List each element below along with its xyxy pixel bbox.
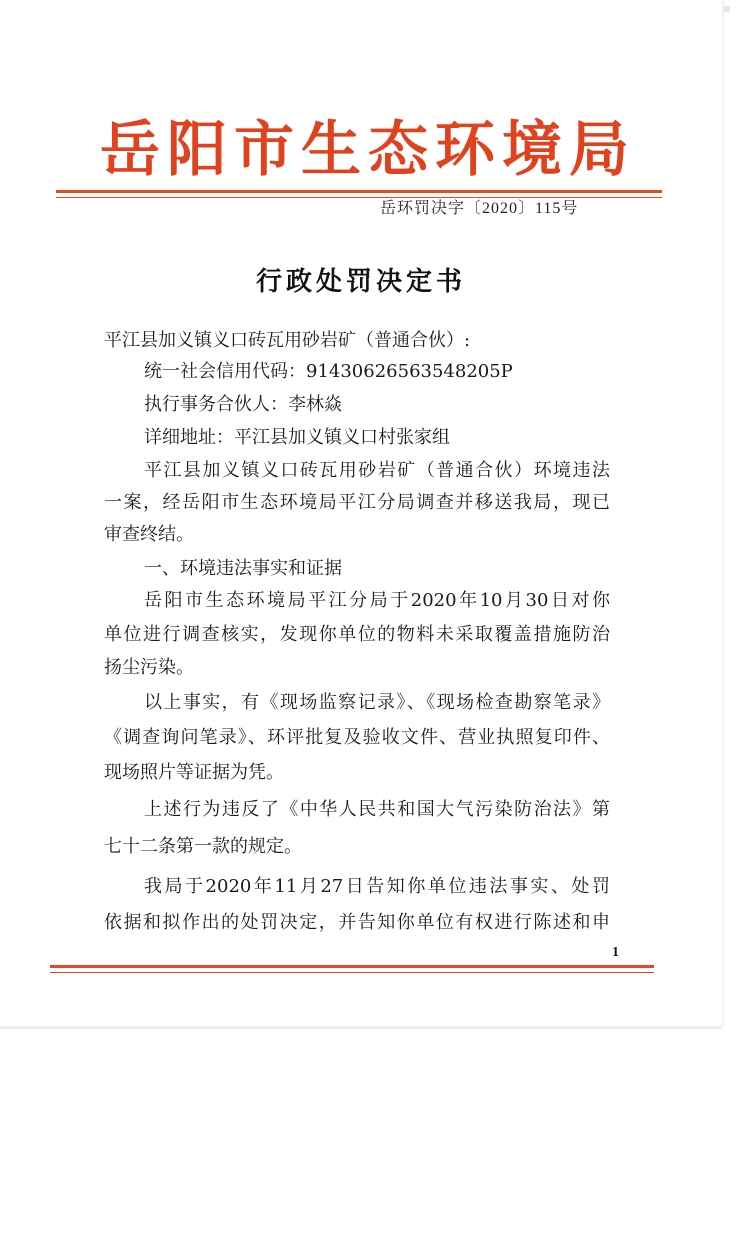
body-paragraph-line: 一案，经岳阳市生态环境局平江分局调查并移送我局，现已 bbox=[104, 492, 610, 513]
footer-rule-thin bbox=[50, 972, 654, 973]
scan-speck bbox=[724, 6, 730, 12]
body-paragraph-line: 现场照片等证据为凭。 bbox=[104, 762, 284, 783]
recipient-name: 平江县加义镇义口砖瓦用砂岩矿（普通合伙）: bbox=[104, 330, 471, 351]
address: 详细地址：平江县加义镇义口村张家组 bbox=[144, 427, 450, 448]
body-paragraph-line: 我局于2020年11月27日告知你单位违法事实、处罚 bbox=[144, 876, 610, 897]
agency-letterhead: 岳阳市生态环境局 bbox=[100, 115, 636, 185]
section-heading: 一、环境违法事实和证据 bbox=[144, 558, 342, 579]
scan-edge-right bbox=[722, 0, 724, 1027]
page-number: 1 bbox=[612, 945, 619, 960]
scan-edge-bottom bbox=[0, 1026, 722, 1029]
body-paragraph-line: 以上事实，有《现场监察记录》、《现场检查勘察笔录》 bbox=[144, 692, 610, 713]
body-paragraph-line: 依据和拟作出的处罚决定，并告知你单位有权进行陈述和申 bbox=[104, 912, 610, 933]
body-paragraph-line: 《调查询问笔录》、环评批复及验收文件、营业执照复印件、 bbox=[104, 727, 610, 748]
header-rule-thick bbox=[56, 190, 662, 193]
body-paragraph-line: 单位进行调查核实，发现你单位的物料未采取覆盖措施防治 bbox=[104, 624, 610, 645]
managing-partner: 执行事务合伙人：李林焱 bbox=[144, 394, 342, 415]
body-paragraph-line: 上述行为违反了《中华人民共和国大气污染防治法》第 bbox=[144, 799, 610, 820]
body-paragraph-line: 七十二条第一款的规定。 bbox=[104, 836, 302, 857]
document-title: 行政处罚决定书 bbox=[255, 267, 466, 297]
body-paragraph-line: 扬尘污染。 bbox=[104, 657, 194, 678]
body-paragraph-line: 岳阳市生态环境局平江分局于2020年10月30日对你 bbox=[144, 590, 610, 611]
credit-code: 统一社会信用代码：91430626563548205P bbox=[144, 361, 513, 382]
body-paragraph-line: 平江县加义镇义口砖瓦用砂岩矿（普通合伙）环境违法 bbox=[144, 460, 610, 481]
body-paragraph-line: 审查终结。 bbox=[104, 524, 194, 545]
document-number: 岳环罚决字〔2020〕115号 bbox=[380, 200, 579, 217]
footer-rule-thick bbox=[50, 965, 654, 968]
